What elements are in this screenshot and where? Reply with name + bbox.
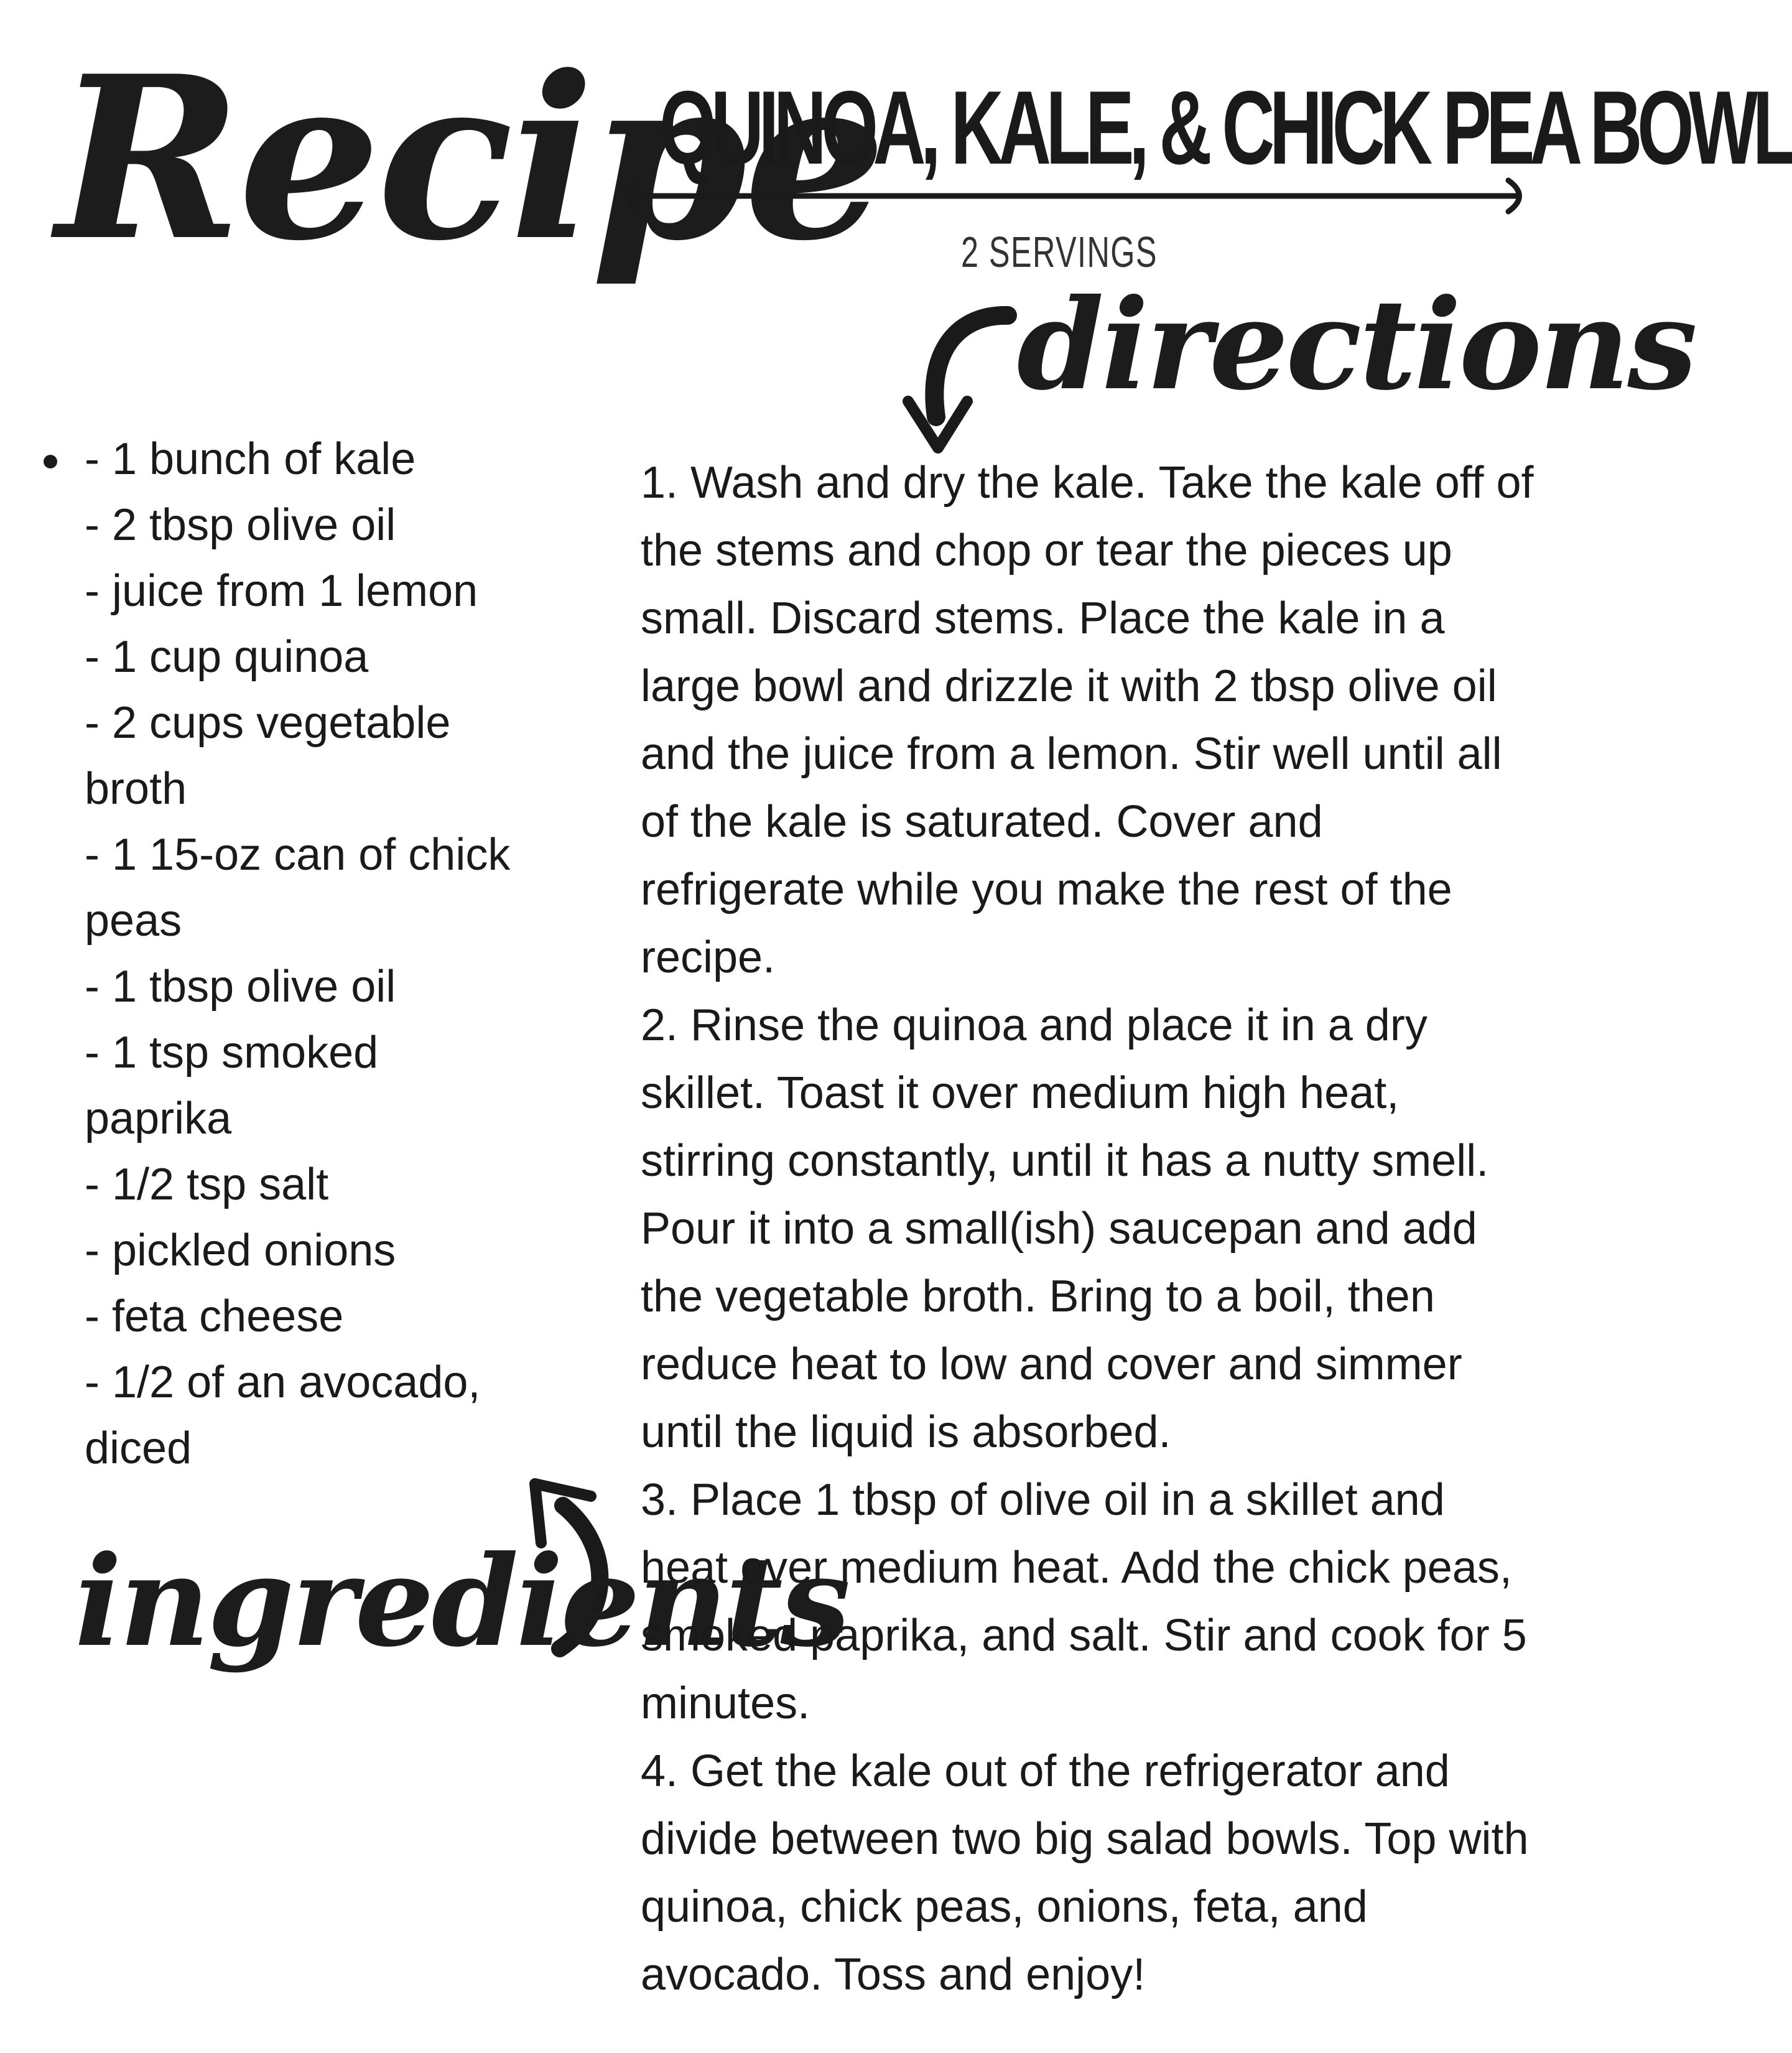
- servings-count: 2 SERVINGS: [961, 228, 1158, 276]
- direction-step: 4. Get the kale out of the refrigerator and divide between two big salad bowls. Top with quinoa, chick peas, onions, feta, and avocado. Toss and enjoy!: [641, 1746, 1529, 1999]
- curved-arrow-down-icon: [883, 302, 1026, 457]
- direction-step: 1. Wash and dry the kale. Take the kale off of the stems and chop or tear the pieces up small. Discard stems. Place the kale in a large bowl and drizzle it with 2 tbsp olive oil and the juice from a lemon. Stir well until all of the kale is saturated. Cover and refrigerate while you make the rest of the recipe.: [641, 458, 1534, 982]
- recipe-title: QUINOA, KALE, & CHICK PEA BOWL: [659, 69, 1792, 186]
- ingredient-line: - 1 tbsp olive oil: [85, 962, 396, 1012]
- ingredient-line: - 1 tsp smoked paprika: [85, 1028, 379, 1143]
- direction-step: 2. Rinse the quinoa and place it in a dry skillet. Toast it over medium high heat, stirring constantly, until it has a nutty smell. Pour it into a small(ish) saucepan and add the vegetable broth. Bring to a boil, then reduce heat to low and cover and simmer until the liquid is absorbed.: [641, 1000, 1489, 1457]
- directions-steps: [641, 449, 1536, 2009]
- ingredient-line: - feta cheese: [85, 1292, 344, 1341]
- ingredient-line: - 1 cup quinoa: [85, 632, 369, 682]
- ingredient-line: - 1/2 of an avocado, diced: [85, 1357, 481, 1473]
- recipe-script-heading: Recipe: [56, 27, 883, 290]
- ingredient-line: - 2 tbsp olive oil: [85, 500, 396, 550]
- ingredient-line: - pickled onions: [85, 1226, 396, 1275]
- ingredient-item: [37, 426, 585, 1481]
- ingredient-line: - 1 15-oz can of chick peas: [85, 830, 511, 946]
- ingredient-line: - 1/2 tsp salt: [85, 1160, 329, 1209]
- directions-script-heading: directions: [1017, 272, 1695, 418]
- bullet-icon: [44, 455, 57, 468]
- title-underline-rule: [613, 168, 1533, 224]
- ingredients-script-heading: ingredients: [75, 1529, 848, 1675]
- ingredient-line: - juice from 1 lemon: [85, 566, 478, 616]
- direction-step: 3. Place 1 tbsp of olive oil in a skillet and heat over medium heat. Add the chick peas, smoked paprika, and salt. Stir and cook for 5 minutes.: [641, 1475, 1527, 1728]
- ingredient-line: - 2 cups vegetable broth: [85, 698, 451, 814]
- ingredients-list: [37, 426, 585, 1481]
- ingredient-line: - 1 bunch of kale: [85, 434, 416, 484]
